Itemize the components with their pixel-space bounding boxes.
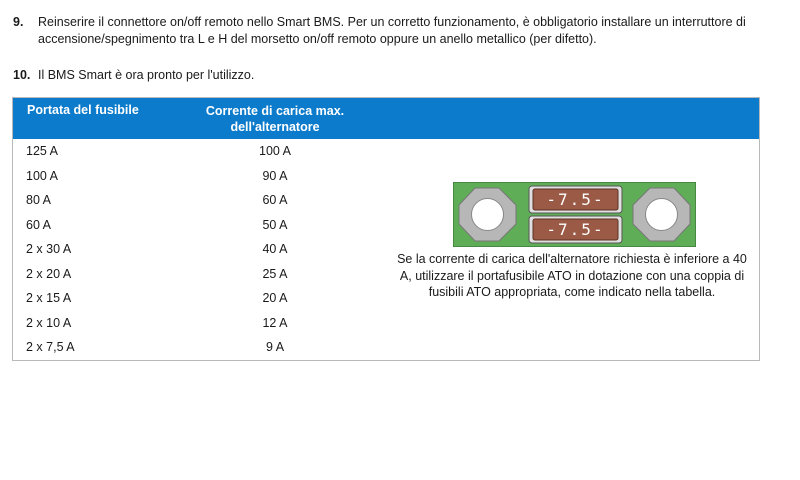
cell-fuse: 100 A bbox=[26, 168, 58, 183]
table-note: Se la corrente di carica dell'alternatore richiesta è inferiore a 40 A, utilizzare il portafusibile ATO in dotazione con una coppia di fusibili ATO appropriata, come indicato nella tabella. bbox=[397, 252, 747, 299]
cell-fuse: 125 A bbox=[26, 144, 58, 158]
table-row bbox=[13, 139, 413, 164]
table-row bbox=[13, 286, 413, 311]
cell-current: 20 A bbox=[262, 291, 288, 305]
header-fuse-rating: Portata del fusibile bbox=[27, 103, 139, 117]
cell-fuse: 2 x 15 A bbox=[26, 291, 72, 305]
cell-fuse: 60 A bbox=[26, 217, 52, 232]
cell-current: 50 A bbox=[262, 217, 288, 232]
fuse-table bbox=[12, 97, 760, 361]
step-text: Reinserire il connettore on/off remoto nello Smart BMS. Per un corretto funzionamento, è obbligatorio installare un interruttore di accensione/spegnimento tra L e H del morsetto on/off remoto oppure un anello metallico (per difetto). bbox=[38, 15, 746, 46]
step-number: 10. bbox=[13, 68, 31, 82]
step-number: 9. bbox=[13, 15, 24, 29]
table-row bbox=[13, 311, 413, 336]
table-row bbox=[13, 213, 413, 238]
table-row bbox=[13, 262, 413, 287]
cell-fuse: 2 x 7,5 A bbox=[26, 340, 75, 354]
table-row bbox=[13, 164, 413, 189]
table-row bbox=[13, 188, 413, 213]
cell-current: 12 A bbox=[262, 315, 288, 330]
cell-current: 90 A bbox=[262, 168, 288, 183]
cell-current: 100 A bbox=[259, 144, 291, 158]
cell-current: 25 A bbox=[262, 266, 288, 281]
cell-fuse: 2 x 10 A bbox=[26, 315, 72, 330]
ato-fuse-holder-illustration bbox=[453, 182, 696, 247]
cell-fuse: 2 x 30 A bbox=[26, 242, 72, 256]
table-header bbox=[13, 98, 759, 139]
table-row bbox=[13, 335, 413, 360]
table-body bbox=[13, 139, 413, 360]
cell-current: 40 A bbox=[262, 242, 288, 256]
fuse-label-bottom: -7.5- bbox=[546, 220, 605, 239]
cell-fuse: 2 x 20 A bbox=[26, 266, 72, 281]
step-text: Il BMS Smart è ora pronto per l'utilizzo. bbox=[38, 68, 255, 82]
cell-current: 60 A bbox=[262, 193, 288, 207]
table-row bbox=[13, 237, 413, 262]
cell-current: 9 A bbox=[265, 340, 285, 354]
header-max-charge-current: Corrente di carica max. dell'alternatore bbox=[205, 104, 345, 134]
fuse-label-top: -7.5- bbox=[546, 190, 605, 209]
cell-fuse: 80 A bbox=[26, 193, 52, 207]
